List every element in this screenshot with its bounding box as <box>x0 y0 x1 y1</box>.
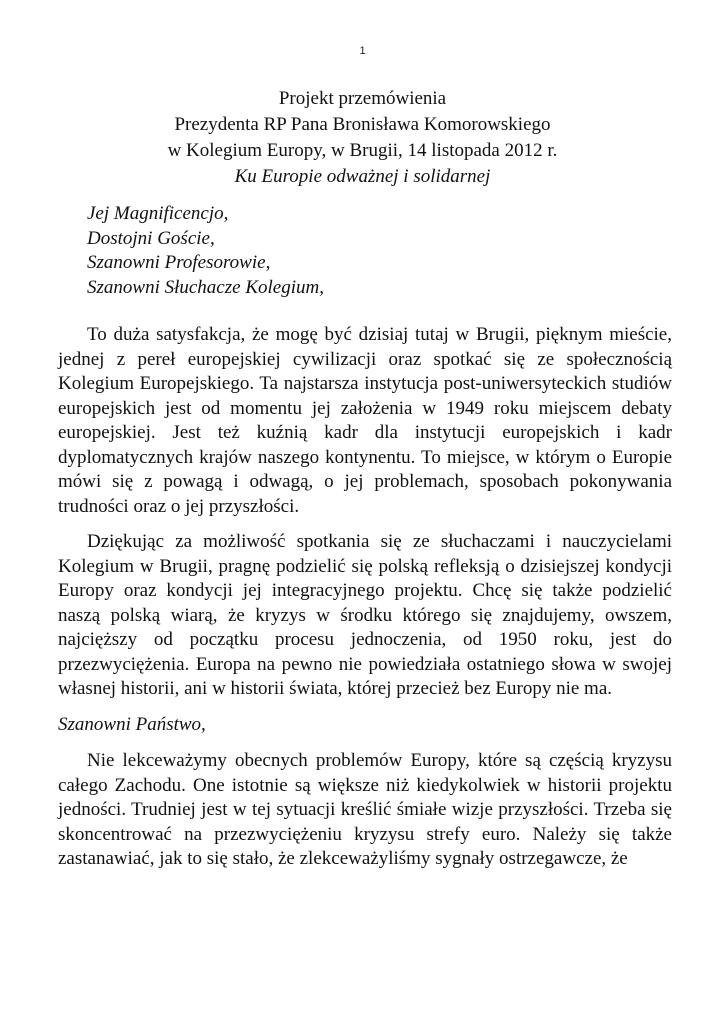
paragraph-2: Dziękując za możliwość spotkania się ze słuchaczami i nauczycielami Kolegium w Brugii, pragnę podzielić się polską refleksją o dzisiejszej kondycji Europy oraz kondycji jej integracyjnego projektu. Chcę się także podzielić naszą polską wiarą, że kryzys w środku którego się znajdujemy, owszem, najcięższy od początku procesu jednoczenia, od 1950 roku, jest do przezwyciężenia. Europa na pewno nie powiedziała ostatniego słowa w swojej własnej historii, ani w historii świata, której przecież bez Europy nie ma. <box>58 531 672 699</box>
paragraph-3: Nie lekceważymy obecnych problemów Europy, które są częścią kryzysu całego Zachodu. One istotnie są większe niż kiedykolwiek w historii projektu jedności. Trudniej jest w tej sytuacji kreślić śmiałe wizje przyszłości. Trzeba się skoncentrować na przezwyciężeniu kryzysu strefy euro. Należy się także zastanawiać, jak to się stało, że zlekceważyliśmy sygnały ostrzegawcze, że <box>58 750 672 869</box>
speech-body <box>58 323 672 883</box>
page-number: 1 <box>359 45 366 57</box>
header-title-line-1: Projekt przemówienia <box>278 88 447 109</box>
header-title-line-3: w Kolegium Europy, w Brugii, 14 listopada 2012 r. <box>167 140 558 161</box>
header-subtitle: Ku Europie odważnej i solidarnej <box>234 166 491 187</box>
document-header <box>0 86 725 190</box>
address-line: Szanowni Państwo, <box>58 713 206 735</box>
salutation-line: Szanowni Profesorowie, <box>87 252 271 273</box>
paragraph-1: To duża satysfakcja, że mogę być dzisiaj tutaj w Brugii, pięknym mieście, jednej z pereł europejskiej cywilizacji oraz spotkać się ze społecznością Kolegium Europejskiego. Ta najstarsza instytucja post-uniwersyteckich studiów europejskich jest od momentu jej założenia w 1949 roku miejscem debaty europejskiej. Jest też kuźnią kadr dla instytucji europejskich i kadr dyplomatycznych krajów naszego kontynentu. To miejsce, w którym o Europie mówi się z powagą i odwagą, o jej problemach, sposobach pokonywania trudności oraz o jej przyszłości. <box>58 324 672 517</box>
salutations <box>87 202 324 300</box>
salutation-line: Jej Magnificencjo, <box>87 203 229 224</box>
salutation-line: Dostojni Goście, <box>87 227 215 249</box>
header-title-line-2: Prezydenta RP Pana Bronisława Komorowskiego <box>174 114 551 135</box>
salutation-line: Szanowni Słuchacze Kolegium, <box>87 276 324 298</box>
